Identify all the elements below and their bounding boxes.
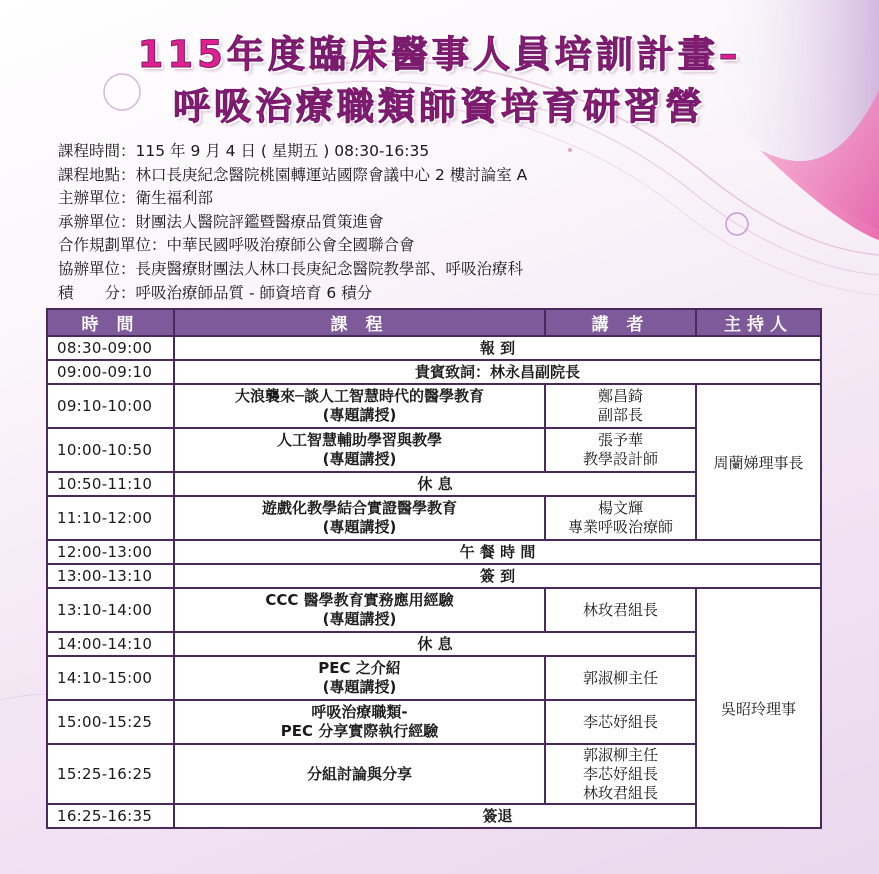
table-row (47, 804, 821, 828)
row-time: 10:00-10:50 (47, 428, 174, 472)
course-subtitle: (專題講授) (322, 610, 397, 628)
row-event: 簽 到 (174, 564, 821, 588)
course-subtitle: (專題講授) (322, 450, 397, 468)
row-course (174, 700, 545, 744)
course-title: 呼吸治療職類- (311, 703, 408, 721)
info-label: 協辦單位： (58, 259, 136, 278)
header-speaker: 講 者 (545, 309, 696, 336)
event-info (58, 140, 527, 305)
speaker-line: 郭淑柳主任 (582, 745, 658, 764)
row-speaker (545, 744, 696, 804)
row-time: 15:25-16:25 (47, 744, 174, 804)
table-row (47, 588, 821, 632)
row-time: 09:00-09:10 (47, 360, 174, 384)
row-time: 14:00-14:10 (47, 632, 174, 656)
info-course-time (58, 140, 527, 164)
course-subtitle: (專題講授) (322, 406, 397, 424)
row-time: 14:10-15:00 (47, 656, 174, 700)
row-speaker (545, 700, 696, 744)
speaker-line: 李芯妤組長 (582, 712, 658, 731)
row-course (174, 588, 545, 632)
info-label: 合作規劃單位： (58, 236, 167, 255)
course-subtitle: PEC 分享實際執行經驗 (280, 722, 439, 740)
row-time: 09:10-10:00 (47, 384, 174, 428)
info-value: 林口長庚紀念醫院桃園轉運站國際會議中心 2 樓討論室 A (135, 165, 528, 184)
info-planning-partner (58, 234, 527, 258)
course-title: 遊戲化教學結合實證醫學教育 (261, 499, 457, 517)
speaker-line: 教學設計師 (582, 450, 658, 468)
row-course (174, 384, 545, 428)
info-label: 承辦單位： (58, 212, 136, 231)
info-value: 中華民國呼吸治療師公會全國聯合會 (166, 236, 415, 255)
row-time: 08:30-09:00 (47, 336, 174, 360)
speaker-line: 張予華 (597, 431, 643, 449)
row-event: 貴賓致詞：林永昌副院長 (174, 360, 821, 384)
info-label: 主辦單位： (58, 189, 136, 208)
row-host: 吳昭玲理事 (696, 588, 821, 828)
info-value: 115 年 9 月 4 日 ( 星期五 ) 08:30-16:35 (135, 142, 430, 160)
row-course (174, 428, 545, 472)
row-time: 16:25-16:35 (47, 804, 174, 828)
row-speaker (545, 588, 696, 632)
row-speaker (545, 384, 696, 428)
speaker-line: 專業呼吸治療師 (567, 518, 673, 536)
row-speaker (545, 496, 696, 540)
table-row (47, 336, 821, 360)
row-event: 報 到 (174, 336, 821, 360)
course-subtitle: (專題講授) (322, 518, 397, 536)
row-time: 10:50-11:10 (47, 472, 174, 496)
speaker-line: 林玫君組長 (582, 783, 658, 802)
course-title: 大浪襲來─談人工智慧時代的醫學教育 (234, 387, 485, 405)
row-course (174, 744, 545, 804)
info-value: 呼吸治療師品質 - 師資培育 6 積分 (135, 283, 373, 302)
speaker-line: 郭淑柳主任 (582, 668, 658, 687)
table-row (47, 384, 821, 428)
row-host: 周蘭娣理事長 (696, 384, 821, 540)
row-time: 12:00-13:00 (47, 540, 174, 564)
info-organizer (58, 187, 527, 211)
table-row (47, 564, 821, 588)
row-course (174, 496, 545, 540)
header-course: 課 程 (174, 309, 545, 336)
speaker-line: 楊文輝 (597, 499, 643, 517)
info-co-organizer (58, 258, 527, 282)
info-label: 積 分： (58, 283, 136, 302)
row-course (174, 656, 545, 700)
row-event: 簽退 (174, 804, 821, 828)
title-line-2: 呼吸治療職類師資培育研習營 (173, 85, 706, 128)
speaker-line: 副部長 (597, 406, 643, 424)
header-time: 時 間 (47, 309, 174, 336)
table-row (47, 540, 821, 564)
row-speaker (545, 656, 696, 700)
info-label: 課程地點： (58, 165, 136, 184)
row-speaker (545, 428, 696, 472)
speaker-line: 林玫君組長 (582, 600, 658, 619)
info-label: 課程時間： (58, 142, 136, 160)
speaker-line: 鄭昌錡 (597, 387, 643, 405)
course-title: 分組討論與分享 (306, 764, 412, 783)
row-time: 13:10-14:00 (47, 588, 174, 632)
table-row (47, 360, 821, 384)
row-time: 15:00-15:25 (47, 700, 174, 744)
title-line-1: 115年度臨床醫事人員培訓計畫– (137, 33, 742, 76)
info-course-location (58, 164, 527, 188)
row-time: 11:10-12:00 (47, 496, 174, 540)
course-subtitle: (專題講授) (322, 678, 397, 696)
info-executor (58, 211, 527, 235)
row-event: 休 息 (174, 472, 696, 496)
info-credits (58, 282, 527, 306)
row-event: 休 息 (174, 632, 696, 656)
table-header-row (47, 309, 821, 336)
info-value: 衛生福利部 (135, 189, 214, 208)
schedule-table (46, 308, 822, 829)
course-title: PEC 之介紹 (318, 659, 401, 677)
info-value: 長庚醫療財團法人林口長庚紀念醫院教學部、呼吸治療科 (135, 259, 524, 278)
course-title: CCC 醫學教育實務應用經驗 (265, 591, 454, 609)
row-time: 13:00-13:10 (47, 564, 174, 588)
course-title: 人工智慧輔助學習與教學 (276, 431, 442, 449)
info-value: 財團法人醫院評鑑暨醫療品質策進會 (135, 212, 384, 231)
header-host: 主持人 (696, 309, 821, 336)
row-event: 午 餐 時 間 (174, 540, 821, 564)
speaker-line: 李芯妤組長 (582, 764, 658, 783)
